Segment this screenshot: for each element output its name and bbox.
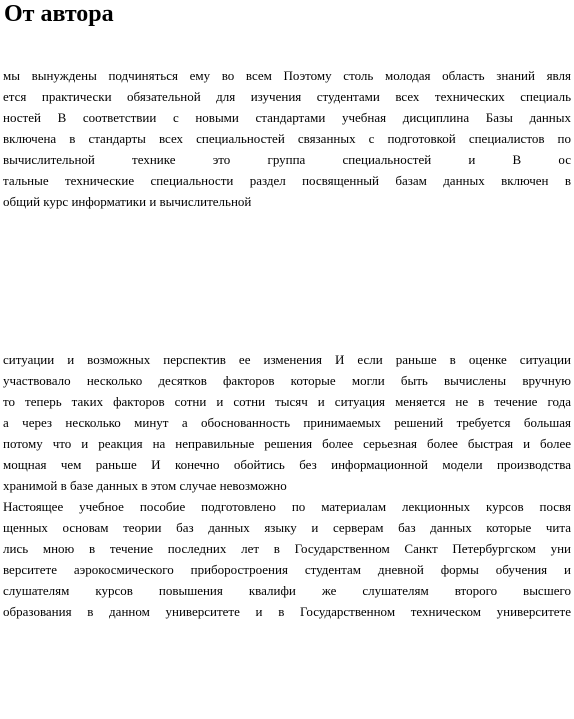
text-line: вычислительной технике это группа специальностей и В ос [3,152,571,167]
text-line: включена в стандарты всех специальностей связанных с подготовкой специалистов по [3,131,571,146]
text-line: образования в данном университете и в Государственном техническом университете [3,604,571,619]
text-line: участвовало несколько десятков факторов которые могли быть вычислены вручную [3,373,571,388]
text-line: слушателям курсов повышения квалифи же слушателям второго высшего [3,583,571,598]
text-line: верситете аэрокосмического приборостроения студентам дневной формы обучения и [3,562,571,577]
section-heading: От автора [4,1,114,27]
text-line: потому что и реакция на неправильные решения более серьезная более быстрая и более [3,436,571,451]
text-line: ностей В соответствии с новыми стандартами учебная дисциплина Базы данных [3,110,571,125]
text-line: хранимой в базе данных в этом случае невозможно [3,478,287,493]
text-line: а через несколько минут а обоснованность принимаемых решений требуется большая [3,415,571,430]
text-line: то теперь таких факторов сотни и сотни тысяч и ситуация меняется не в течение года [3,394,571,409]
text-line: мощная чем раньше И конечно обойтись без информационной модели производства [3,457,571,472]
text-line: щенных основам теории баз данных языку и серверам баз данных которые чита [3,520,571,535]
text-line: общий курс информатики и вычислительной [3,194,252,209]
text-line: тальные технические специальности раздел посвященный базам данных включен в [3,173,571,188]
text-line: лись мною в течение последних лет в Государственном Санкт Петербургском уни [3,541,571,556]
text-line: мы вынуждены подчиняться ему во всем Поэтому столь молодая область знаний явля [3,68,571,83]
text-line: Настоящее учебное пособие подготовлено по материалам лекционных курсов посвя [3,499,571,514]
text-line: ется практически обязательной для изучения студентами всех технических специаль [3,89,571,104]
text-line: ситуации и возможных перспектив ее изменения И если раньше в оценке ситуации [3,352,571,367]
